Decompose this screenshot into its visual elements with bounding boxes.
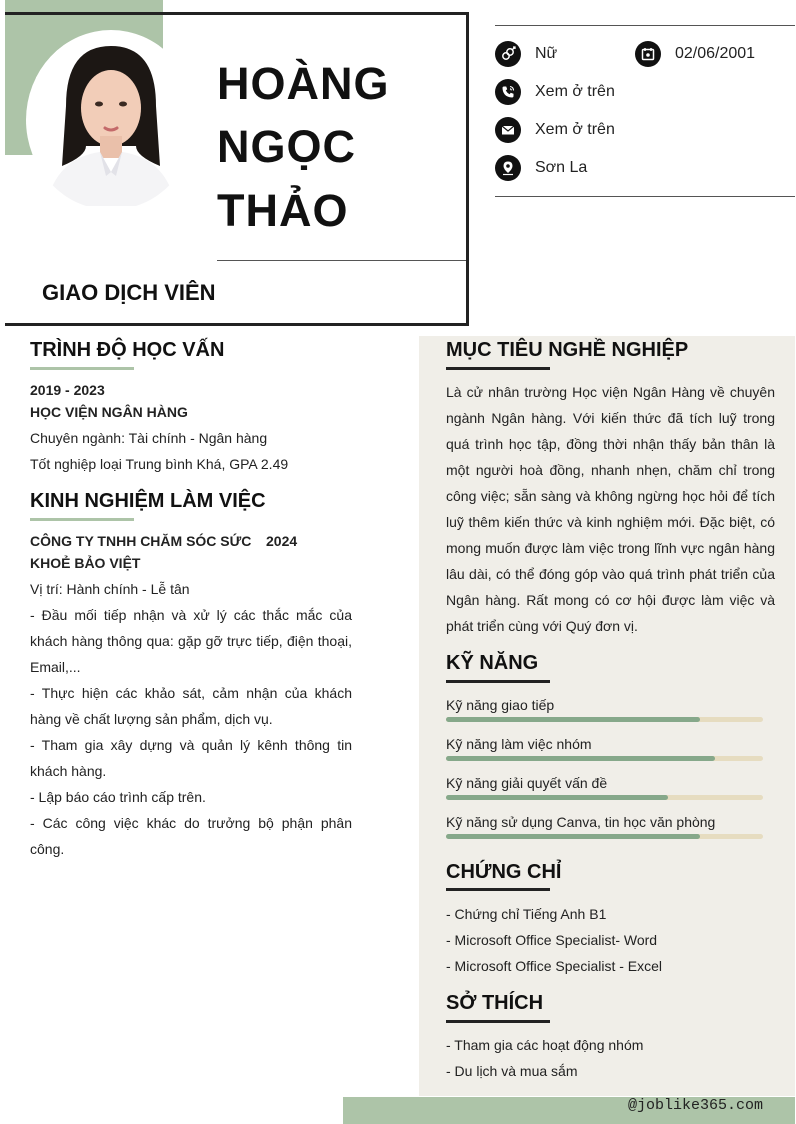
contact-birthdate (635, 41, 755, 67)
skill-bar-1 (446, 717, 763, 722)
hobby-item-2: - Du lịch và mua sắm (446, 1063, 578, 1079)
contact-address (495, 155, 587, 181)
experience-year: 2024 (266, 533, 298, 549)
name-divider (217, 260, 466, 261)
experience-duty-4: - Lập báo cáo trình cấp trên. (30, 789, 206, 805)
contact-gender (495, 41, 557, 67)
experience-duty-5: - Các công việc khác do trưởng bộ phận phân công. (30, 815, 352, 857)
job-title: GIAO DỊCH VIÊN (42, 280, 216, 305)
objective-underline (446, 367, 550, 370)
portrait-photo (36, 36, 186, 206)
location-icon (495, 155, 521, 181)
education-school: HỌC VIỆN NGÂN HÀNG (30, 404, 188, 420)
mail-icon (495, 117, 521, 143)
experience-duty-2: - Thực hiện các khảo sát, cảm nhận của khách hàng về chất lượng sản phẩm, dịch vụ. (30, 685, 352, 727)
skill-label-4: Kỹ năng sử dụng Canva, tin học văn phòng (446, 814, 716, 830)
hobbies-underline (446, 1020, 550, 1023)
skill-fill-2 (446, 756, 715, 761)
hobby-item-1: - Tham gia các hoạt động nhóm (446, 1037, 644, 1053)
skill-bar-3 (446, 795, 763, 800)
birthdate-value: 02/06/2001 (675, 45, 756, 62)
footer-watermark: @joblike365.com (628, 1097, 764, 1114)
contact-top-rule (495, 25, 795, 26)
skill-label-1: Kỹ năng giao tiếp (446, 697, 555, 713)
skill-bar-2 (446, 756, 763, 761)
skill-label-3: Kỹ năng giải quyết vấn đề (446, 775, 608, 791)
skill-fill-3 (446, 795, 668, 800)
calendar-icon (635, 41, 661, 67)
contact-phone (495, 79, 615, 105)
certificate-item-3: - Microsoft Office Specialist - Excel (446, 958, 663, 974)
skills-underline (446, 680, 550, 683)
name-line-1: HOÀNG (217, 58, 390, 109)
gender-icon (495, 41, 521, 67)
education-result: Tốt nghiệp loại Trung bình Khá, GPA 2.49 (30, 456, 289, 472)
gender-value: Nữ (535, 45, 558, 62)
objective-text: Là cử nhân trường Học viện Ngân Hàng về chuyên ngành Ngân hàng. Với kiến thức đã tích luỹ trong quá trình học tập, đồng thời nhận thấy bản thân là một người hoà đồng, nhanh nhẹn, chăm chỉ trong công việc; sẵn sàng và không ngừng học hỏi để tích luỹ thêm kiến thức và kinh nghiệm mới. Đặc biệt, có mong muốn được làm việc trong lĩnh vực ngân hàng lâu dài, có thể đóng góp vào quá trình phát triển của Ngân hàng. Rất mong có cơ hội được làm việc và phát triển cùng với Quý đơn vị. (446, 384, 775, 634)
education-underline (30, 367, 134, 370)
experience-title: KINH NGHIỆM LÀM VIỆC (30, 490, 266, 512)
address-value: Sơn La (535, 159, 588, 176)
skill-fill-4 (446, 834, 700, 839)
experience-duty-1: - Đầu mối tiếp nhận và xử lý các thắc mắc của khách hàng thông qua: gặp gỡ trực tiếp, điện thoại, Email,... (30, 607, 352, 675)
skill-bar-4 (446, 834, 763, 839)
certificates-title: CHỨNG CHỈ (446, 861, 562, 883)
skill-label-2: Kỹ năng làm việc nhóm (446, 736, 592, 752)
phone-value: Xem ở trên (535, 83, 615, 100)
education-years: 2019 - 2023 (30, 382, 105, 398)
education-title: TRÌNH ĐỘ HỌC VẤN (30, 339, 225, 361)
experience-underline (30, 518, 134, 521)
name-line-2: NGỌC (217, 121, 356, 172)
contact-bottom-rule (495, 196, 795, 197)
certificates-underline (446, 888, 550, 891)
certificate-item-1: - Chứng chỉ Tiếng Anh B1 (446, 906, 607, 922)
phone-icon (495, 79, 521, 105)
skill-fill-1 (446, 717, 700, 722)
avatar (26, 30, 196, 210)
certificate-item-2: - Microsoft Office Specialist- Word (446, 932, 658, 948)
skills-title: KỸ NĂNG (446, 652, 539, 674)
email-value: Xem ở trên (535, 121, 615, 138)
contact-email (495, 117, 615, 143)
experience-duty-3: - Tham gia xây dựng và quản lý kênh thông tin khách hàng. (30, 737, 352, 779)
education-major: Chuyên ngành: Tài chính - Ngân hàng (30, 430, 268, 446)
experience-company-line-2: KHOẺ BẢO VIỆT (30, 555, 141, 571)
objective-title: MỤC TIÊU NGHỀ NGHIỆP (446, 339, 689, 361)
name-line-3: THẢO (217, 185, 349, 236)
hobbies-title: SỞ THÍCH (446, 992, 544, 1014)
experience-position: Vị trí: Hành chính - Lễ tân (30, 581, 190, 597)
experience-company-line-1: CÔNG TY TNHH CHĂM SÓC SỨC (30, 533, 252, 549)
